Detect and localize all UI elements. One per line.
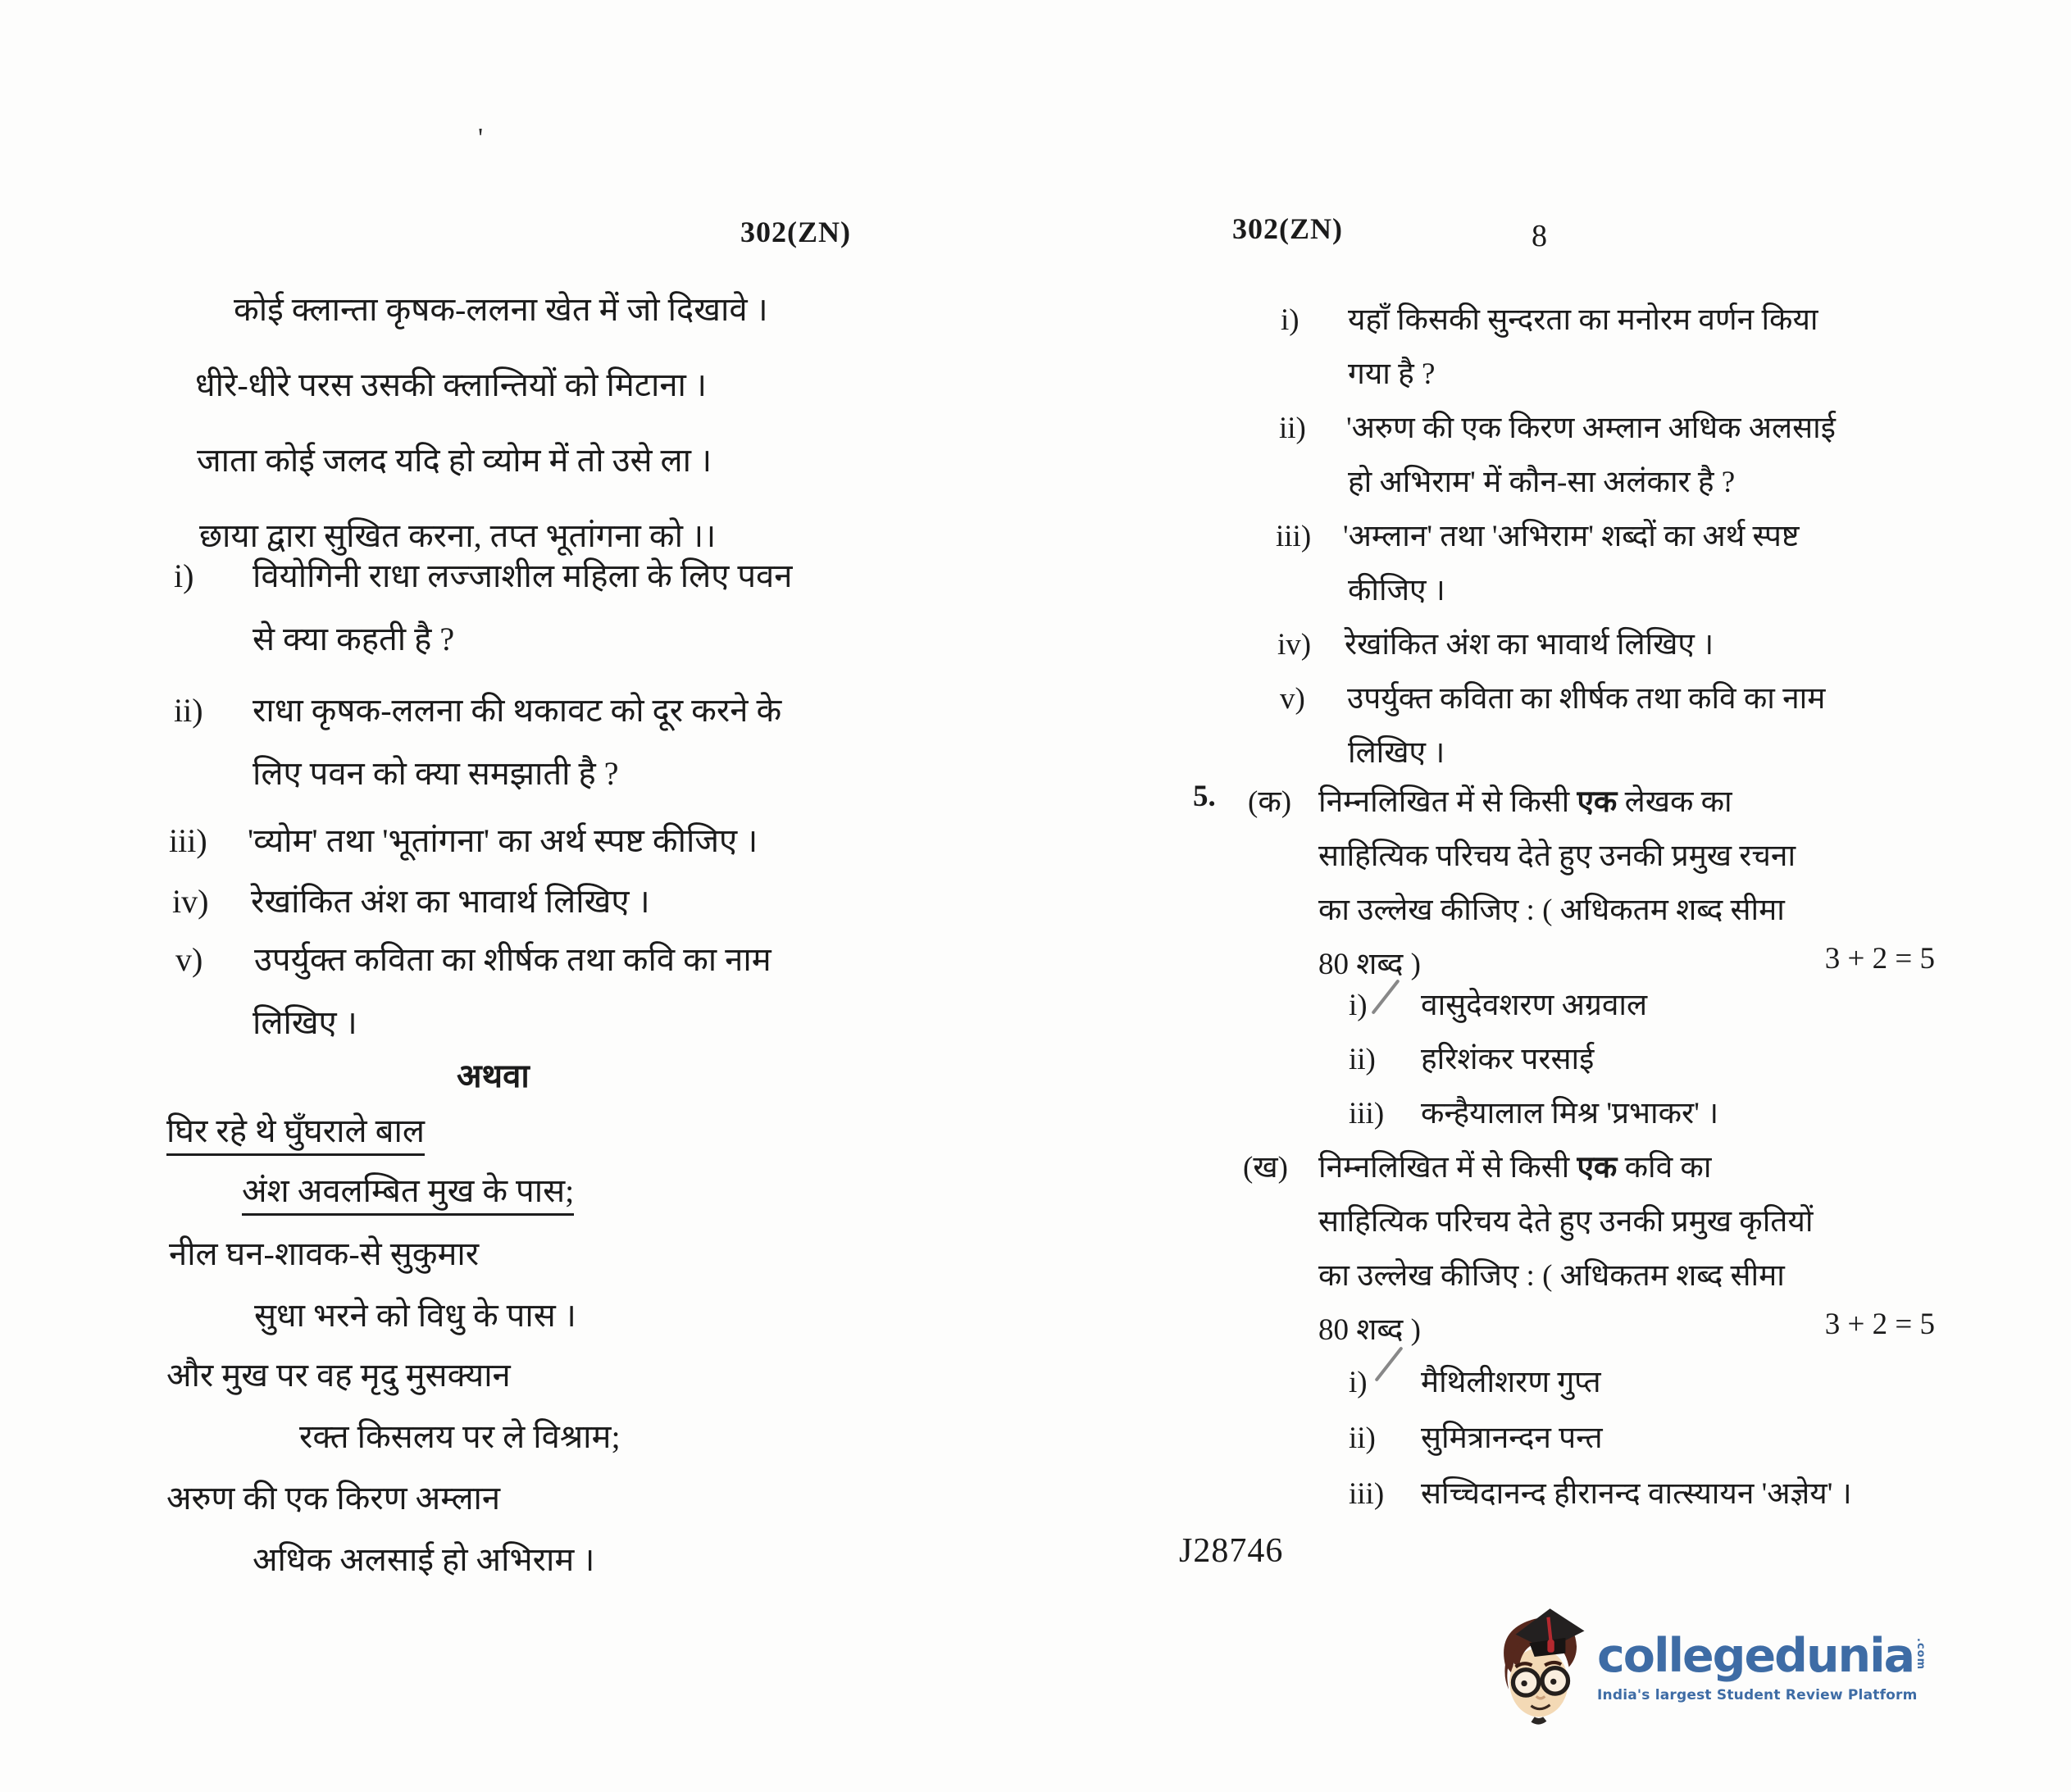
question-row xyxy=(1276,513,1800,555)
option-text: मैथिलीशरण गुप्त xyxy=(1421,1366,1601,1399)
question-row xyxy=(174,686,781,731)
question-text: हो अभिराम' में कौन-सा अलंकार है ? xyxy=(1348,466,1736,499)
option-number: i) xyxy=(1349,1366,1368,1399)
question-number: ii) xyxy=(1279,412,1306,445)
option-row xyxy=(1349,1359,1601,1401)
part-b-label: (ख) xyxy=(1243,1151,1288,1185)
question-number: iii) xyxy=(1276,520,1312,553)
question-text: कीजिए । xyxy=(1348,574,1445,607)
option-row xyxy=(1349,1036,1594,1078)
question-number: iii) xyxy=(169,822,207,859)
question-number: i) xyxy=(1281,303,1299,337)
poem-line: रक्त किसलय पर ले विश्राम; xyxy=(299,1418,621,1455)
word-limit: 80 शब्द ) xyxy=(1318,948,1421,981)
question-text: का उल्लेख कीजिए : ( अधिकतम शब्द सीमा xyxy=(1318,1259,1785,1293)
question-text: साहित्यिक परिचय देते हुए उनकी प्रमुख रचना xyxy=(1318,839,1796,873)
poem-line-underlined: घिर रहे थे घुँघराले बाल xyxy=(166,1112,425,1156)
option-row xyxy=(1349,1471,1852,1512)
bold-word: एक xyxy=(1577,785,1618,819)
option-text: हरिशंकर परसाई xyxy=(1421,1043,1595,1076)
collegedunia-mascot-icon xyxy=(1492,1603,1589,1728)
question-number: ii) xyxy=(174,692,203,729)
question-text: रेखांकित अंश का भावार्थ लिखिए । xyxy=(251,883,650,920)
question-number: iv) xyxy=(172,883,209,920)
question-text: साहित्यिक परिचय देते हुए उनकी प्रमुख कृतियों xyxy=(1318,1205,1814,1239)
question-row xyxy=(1280,675,1825,717)
option-text: सुमित्रानन्दन पन्त xyxy=(1421,1421,1603,1455)
question-text: से क्या कहती है ? xyxy=(253,621,455,657)
option-number: i) xyxy=(1349,989,1368,1022)
poem-line: अरुण की एक किरण अम्लान xyxy=(166,1480,501,1517)
question-row xyxy=(1279,405,1836,447)
option-row xyxy=(1349,1415,1603,1457)
question-text: का उल्लेख कीजिए : ( अधिकतम शब्द सीमा xyxy=(1318,894,1785,927)
question-number: i) xyxy=(174,557,194,594)
poem-line: और मुख पर वह मृदु मुसक्यान xyxy=(166,1357,511,1394)
question-text: उपर्युक्त कविता का शीर्षक तथा कवि का नाम xyxy=(254,941,772,978)
or-heading: अथवा xyxy=(457,1057,530,1094)
poem-line: नील घन-शावक-से सुकुमार xyxy=(169,1235,480,1272)
option-number: iii) xyxy=(1349,1477,1385,1511)
question-text: निम्नलिखित में से किसी एक लेखक का xyxy=(1318,785,1732,819)
option-text: कन्हैयालाल मिश्र 'प्रभाकर' । xyxy=(1421,1097,1719,1130)
question-text: 'व्योम' तथा 'भूतांगना' का अर्थ स्पष्ट कीजिए । xyxy=(248,822,758,859)
question-number: v) xyxy=(175,941,203,978)
poem-line: कोई क्लान्ता कृषक-ललना खेत में जो दिखावे । xyxy=(234,291,768,328)
option-row xyxy=(1349,1090,1718,1132)
question-text: लिखिए । xyxy=(253,1004,357,1041)
poem-line: जाता कोई जलद यदि हो व्योम में तो उसे ला । xyxy=(197,442,712,479)
question-number: iv) xyxy=(1277,628,1312,662)
question-text: लिए पवन को क्या समझाती है ? xyxy=(253,755,619,792)
question-text: वियोगिनी राधा लज्जाशील महिला के लिए पवन xyxy=(253,557,793,594)
option-number: ii) xyxy=(1349,1421,1376,1455)
collegedunia-logo xyxy=(1492,1603,1926,1728)
poem-line-underlined: अंश अवलम्बित मुख के पास; xyxy=(242,1172,574,1216)
paper-code: J28746 xyxy=(1179,1532,1284,1570)
question-row xyxy=(175,935,772,980)
word-limit: 80 शब्द ) xyxy=(1318,1313,1421,1347)
marks: 3 + 2 = 5 xyxy=(1824,1308,1935,1341)
page-number: 8 xyxy=(1532,219,1547,253)
option-number: iii) xyxy=(1349,1097,1385,1130)
course-code-right: 302(ZN) xyxy=(1232,212,1343,245)
poem-line: सुधा भरने को विधु के पास । xyxy=(254,1297,576,1334)
question-5-number: 5. xyxy=(1193,780,1216,813)
question-text: गया है ? xyxy=(1348,357,1436,391)
question-row xyxy=(1277,621,1714,663)
marks: 3 + 2 = 5 xyxy=(1824,942,1935,976)
brand-tagline: India's largest Student Review Platform xyxy=(1597,1687,1918,1703)
option-row xyxy=(1349,982,1647,1024)
poem-line: अधिक अलसाई हो अभिराम । xyxy=(253,1541,595,1578)
question-row xyxy=(172,877,650,922)
question-row xyxy=(169,816,758,862)
part-a-label: (क) xyxy=(1248,785,1292,819)
course-code-left: 302(ZN) xyxy=(740,216,851,248)
question-text: लिखिए । xyxy=(1348,736,1445,770)
option-number: ii) xyxy=(1349,1043,1376,1076)
option-text: वासुदेवशरण अग्रवाल xyxy=(1421,989,1648,1022)
poem-line: धीरे-धीरे परस उसकी क्लान्तियों को मिटाना । xyxy=(195,366,708,403)
bold-word: एक xyxy=(1577,1151,1618,1185)
brand-tld: .com xyxy=(1914,1638,1928,1671)
question-text: निम्नलिखित में से किसी एक कवि का xyxy=(1318,1151,1712,1185)
question-text: राधा कृषक-ललना की थकावट को दूर करने के xyxy=(253,692,782,729)
question-text: रेखांकित अंश का भावार्थ लिखिए । xyxy=(1345,628,1714,662)
question-row xyxy=(1281,297,1818,339)
question-row xyxy=(174,552,792,597)
brand-name: collegedunia xyxy=(1597,1629,1914,1683)
question-text: 'अरुण की एक किरण अम्लान अधिक अलसाई xyxy=(1346,412,1836,445)
question-text: उपर्युक्त कविता का शीर्षक तथा कवि का नाम xyxy=(1347,682,1826,716)
option-text: सच्चिदानन्द हीरानन्द वात्स्यायन 'अज्ञेय' । xyxy=(1421,1477,1852,1511)
question-number: v) xyxy=(1280,682,1305,716)
question-text: यहाँ किसकी सुन्दरता का मनोरम वर्णन किया xyxy=(1348,303,1818,337)
poem-line: छाया द्वारा सुखित करना, तप्त भूतांगना को ।। xyxy=(199,517,717,554)
stray-scan-mark: ' xyxy=(478,123,484,153)
question-text: 'अम्लान' तथा 'अभिराम' शब्दों का अर्थ स्पष्ट xyxy=(1343,520,1800,553)
